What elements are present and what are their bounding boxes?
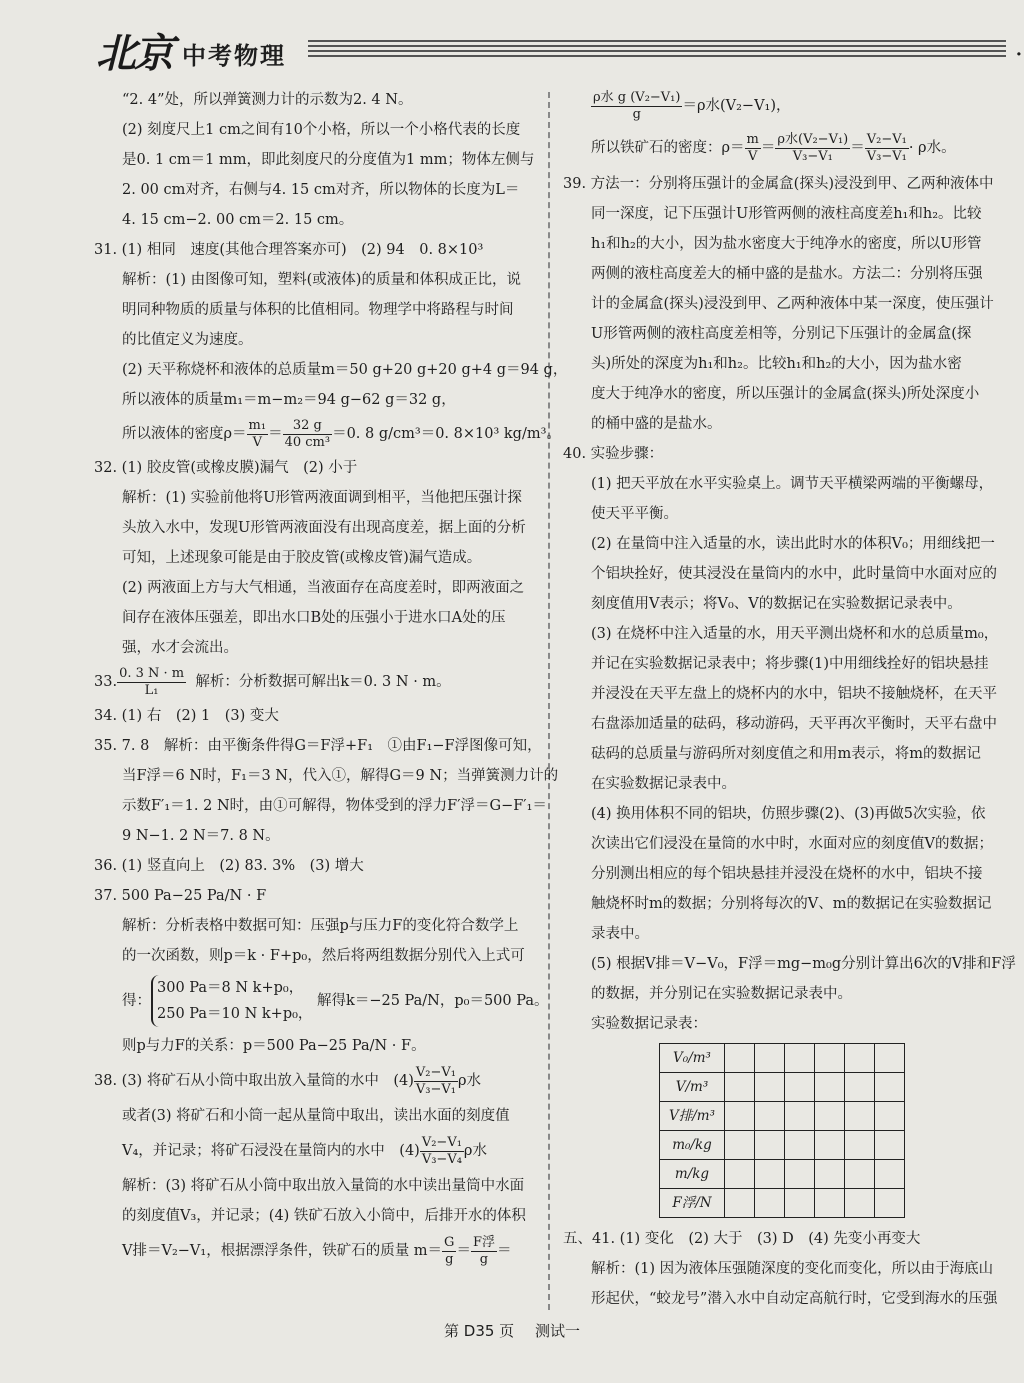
table-cell bbox=[785, 1131, 815, 1160]
analysis-line bbox=[94, 1131, 542, 1171]
table-cell bbox=[725, 1073, 755, 1102]
table-cell bbox=[725, 1044, 755, 1073]
analysis-line: (2) 天平称烧杯和液体的总质量m＝50 g+20 g+20 g+4 g＝94 g， bbox=[122, 362, 568, 378]
brace bbox=[151, 975, 312, 1027]
analysis-line: 的一次函数，则p＝k · F+p₀，然后将两组数据分别代入上式可 bbox=[122, 948, 525, 964]
text-line: “2. 4”处，所以弹簧测力计的示数为2. 4 N。 bbox=[122, 92, 413, 108]
numerator: G bbox=[444, 1234, 455, 1250]
table-cell bbox=[755, 1160, 785, 1189]
formula-line bbox=[563, 85, 1007, 127]
text-line: 个铝块拴好，使其浸没在量筒内的水中，此时量筒中水面对应的 bbox=[591, 566, 997, 582]
text-line: (2) 刻度尺上1 cm之间有10个小格，所以一个小格代表的长度 bbox=[122, 122, 521, 138]
row-header: V₀/m³ bbox=[660, 1044, 725, 1073]
text-line: 计的金属盒(探头)浸没到甲、乙两种液体中某一深度，使压强计 bbox=[591, 296, 994, 312]
text-line: (4) 换用体积不同的铝块，仿照步骤(2)、(3)再做5次实验，依 bbox=[591, 806, 986, 822]
row-header: V/m³ bbox=[660, 1073, 725, 1102]
text-line: 在实验数据记录表中。 bbox=[591, 776, 736, 792]
table-cell bbox=[755, 1189, 785, 1218]
text-line: 实验数据记录表： bbox=[591, 1016, 707, 1032]
numerator: V₂−V₁ bbox=[866, 131, 907, 147]
table-cell bbox=[725, 1160, 755, 1189]
fraction bbox=[414, 1065, 458, 1098]
fraction bbox=[591, 90, 682, 123]
answer-38 bbox=[94, 1061, 542, 1101]
table-cell bbox=[875, 1102, 905, 1131]
density-formula bbox=[94, 415, 561, 453]
denominator: V₃−V₄ bbox=[421, 1151, 462, 1167]
text-line: 的数据，并分别记在实验数据记录表中。 bbox=[591, 986, 852, 1002]
text-line: (5) 根据V排＝V−V₀，F浮＝mg−m₀g分别计算出6次的V排和F浮 bbox=[591, 956, 1016, 972]
text-line: 头)所处的深度为h₁和h₂。比较h₁和h₂的大小，因为盐水密 bbox=[591, 356, 962, 372]
equation: 250 Pa＝10 N k+p₀， bbox=[157, 1006, 313, 1022]
table-cell bbox=[785, 1044, 815, 1073]
table-cell bbox=[725, 1189, 755, 1218]
formula-text: ρ水 bbox=[463, 1143, 487, 1159]
text-line: (3) 在烧杯中注入适量的水，用天平测出烧杯和水的总质量m₀， bbox=[591, 626, 999, 642]
table-cell bbox=[815, 1131, 845, 1160]
table-cell bbox=[875, 1189, 905, 1218]
table-cell bbox=[785, 1160, 815, 1189]
analysis-line: 解析：分析表格中数据可知：压强p与压力F的变化符合数学上 bbox=[122, 918, 519, 934]
denominator: V bbox=[748, 148, 758, 164]
row-header: F浮/N bbox=[660, 1189, 725, 1218]
answer-40: 40. 实验步骤： bbox=[563, 446, 664, 462]
text-line: 2. 00 cm对齐，右侧与4. 15 cm对齐，所以物体的长度为L＝ bbox=[122, 182, 520, 198]
table-cell bbox=[845, 1131, 875, 1160]
table-cell bbox=[845, 1160, 875, 1189]
fraction bbox=[471, 1235, 497, 1268]
formula-text: 解析：分析数据可解出k＝0. 3 N · m。 bbox=[195, 674, 451, 690]
text-line: 分别测出相应的每个铝块悬挂并浸没在烧杯的水中，铝块不接 bbox=[591, 866, 983, 882]
left-column bbox=[94, 85, 568, 1271]
answer-34: 34. (1) 右 (2) 1 (3) 变大 bbox=[94, 708, 279, 724]
analysis-line: 明同种物质的质量与体积的比值相同。物理学中将路程与时间 bbox=[122, 302, 514, 318]
text-line: (1) 把天平放在水平实验桌上。调节天平横梁两端的平衡螺母， bbox=[591, 476, 994, 492]
numerator: 0. 3 N · m bbox=[119, 665, 185, 681]
analysis-line: 解析：(3) 将矿石从小筒中取出放入量筒的水中读出量筒中水面 bbox=[122, 1178, 525, 1194]
analysis-line: 头放入水中，发现U形管两液面没有出现高度差，据上面的分析 bbox=[122, 520, 526, 536]
fraction bbox=[865, 132, 909, 165]
text-line: 右盘添加适量的砝码，移动游码，天平再次平衡时，天平右盘中 bbox=[591, 716, 997, 732]
formula-text: 38. (3) 将矿石从小筒中取出放入量筒的水中 (4) bbox=[94, 1073, 414, 1089]
answer-37: 37. 500 Pa−25 Pa/N · F bbox=[94, 888, 267, 904]
analysis-line: (2) 两液面上方与大气相通，当液面存在高度差时，即两液面之 bbox=[122, 580, 525, 596]
numerator: 32 g bbox=[283, 418, 333, 435]
formula-text: ＝ bbox=[496, 1243, 512, 1259]
table-cell bbox=[785, 1189, 815, 1218]
header-rule bbox=[308, 40, 1006, 62]
numerator: m₁ bbox=[248, 417, 267, 433]
fraction bbox=[745, 132, 761, 165]
numerator: ρ水(V₂−V₁) bbox=[777, 131, 849, 147]
analysis-line: 强，水才会流出。 bbox=[122, 640, 238, 656]
text-line: 砝码的总质量与游码所对刻度值之和用m表示，将m的数据记 bbox=[591, 746, 981, 762]
answer-33 bbox=[94, 663, 542, 701]
text-line: 并记在实验数据记录表中；将步骤(1)中用细线拴好的铝块悬挂 bbox=[591, 656, 989, 672]
table-cell bbox=[815, 1102, 845, 1131]
analysis-line: 解析：(1) 由图像可知，塑料(或液体)的质量和体积成正比，说 bbox=[122, 272, 521, 288]
analysis-line: 间存在液体压强差，即出水口B处的压强小于进水口A处的压 bbox=[122, 610, 506, 626]
numerator: F浮 bbox=[472, 1234, 495, 1250]
analysis-line: 的比值定义为速度。 bbox=[122, 332, 253, 348]
numerator: V₂−V₁ bbox=[421, 1134, 462, 1150]
denominator: V bbox=[252, 434, 262, 450]
page-footer bbox=[0, 1320, 1024, 1341]
table-cell bbox=[755, 1073, 785, 1102]
row-header: m₀/kg bbox=[660, 1131, 725, 1160]
column-divider bbox=[548, 92, 550, 1310]
formula-text: ＝0. 8 g/cm³＝0. 8×10³ kg/m³。 bbox=[332, 426, 561, 442]
analysis-line: 或者(3) 将矿石和小筒一起从量筒中取出，读出水面的刻度值 bbox=[122, 1108, 510, 1124]
page-header bbox=[96, 22, 1006, 77]
denominator: g bbox=[479, 1251, 489, 1267]
denominator: V₃−V₁ bbox=[792, 148, 833, 164]
fraction bbox=[775, 132, 850, 165]
denominator: g bbox=[445, 1251, 454, 1267]
table-cell bbox=[755, 1131, 785, 1160]
text-line: (2) 在量筒中注入适量的水，读出此时水的体积V₀；用细线把一 bbox=[591, 536, 995, 552]
formula-text: ＝ bbox=[760, 140, 776, 156]
table-cell bbox=[755, 1044, 785, 1073]
table-row bbox=[660, 1160, 905, 1189]
text-line: 同一深度，记下压强计U形管两侧的液柱高度差h₁和h₂。比较 bbox=[591, 206, 982, 222]
table-cell bbox=[815, 1189, 845, 1218]
analysis-line: 9 N−1. 2 N＝7. 8 N。 bbox=[122, 828, 280, 844]
table-cell bbox=[845, 1044, 875, 1073]
formula-text: V排＝V₂−V₁，根据漂浮条件，铁矿石的质量 m＝ bbox=[122, 1243, 443, 1259]
formula-text: 解得k＝−25 Pa/N，p₀＝500 Pa。 bbox=[317, 993, 549, 1009]
fraction bbox=[247, 418, 269, 451]
text-line: 是0. 1 cm＝1 mm，即此刻度尺的分度值为1 mm；物体左侧与 bbox=[122, 152, 535, 168]
page-number: 第 D35 页 bbox=[444, 1322, 515, 1340]
denominator: g bbox=[632, 106, 641, 122]
text-line: 刻度值用V表示；将V₀、V的数据记在实验数据记录表中。 bbox=[591, 596, 962, 612]
table-cell bbox=[845, 1102, 875, 1131]
denominator: 40 cm³ bbox=[284, 434, 331, 450]
formula-text: 得： bbox=[122, 993, 151, 1009]
equation: 300 Pa＝8 N k+p₀， bbox=[157, 980, 304, 996]
answer-31: 31. (1) 相同 速度(其他合理答案亦可) (2) 94 0. 8×10³ bbox=[94, 242, 484, 258]
fraction bbox=[420, 1135, 464, 1168]
analysis-line: 的刻度值V₃，并记录；(4) 铁矿石放入小筒中，后排开水的体积 bbox=[122, 1208, 526, 1224]
fraction bbox=[283, 418, 333, 451]
text-line: 次读出它们浸没在量筒的水中时，水面对应的刻度值V的数据； bbox=[591, 836, 993, 852]
text-line: 形起伏，“蛟龙号”潜入水中自动定高航行时，它受到海水的压强 bbox=[591, 1291, 998, 1307]
answer-36: 36. (1) 竖直向上 (2) 83. 3% (3) 增大 bbox=[94, 858, 364, 874]
text-line: 的桶中盛的是盐水。 bbox=[591, 416, 722, 432]
formula-text: 所以液体的密度ρ＝ bbox=[122, 426, 247, 442]
analysis-line: 则p与力F的关系：p＝500 Pa−25 Pa/N · F。 bbox=[122, 1038, 426, 1054]
table-cell bbox=[755, 1102, 785, 1131]
text-line: 使天平平衡。 bbox=[591, 506, 678, 522]
data-record-table bbox=[659, 1043, 905, 1218]
formula-text: · ρ水。 bbox=[908, 140, 956, 156]
fraction bbox=[442, 1235, 456, 1268]
text-line: 4. 15 cm−2. 00 cm＝2. 15 cm。 bbox=[122, 212, 354, 228]
analysis-line: 当F浮＝6 N时，F₁＝3 N，代入①，解得G＝9 N；当弹簧测力计的 bbox=[122, 768, 559, 784]
text-line: U形管两侧的液柱高度差相等，分别记下压强计的金属盒(探 bbox=[591, 326, 972, 342]
text-line: 解析：(1) 因为液体压强随深度的变化而变化，所以由于海底山 bbox=[591, 1261, 994, 1277]
beijing-logo: 北京 bbox=[96, 30, 172, 77]
answer-35: 35. 7. 8 解析：由平衡条件得G＝F浮+F₁ ①由F₁−F浮图像可知， bbox=[94, 738, 542, 754]
formula-text: 33. bbox=[94, 674, 118, 690]
table-cell bbox=[845, 1073, 875, 1102]
formula-text: ＝ρ水(V₂−V₁)， bbox=[682, 98, 791, 114]
table-cell bbox=[725, 1102, 755, 1131]
answer-32: 32. (1) 胶皮管(或橡皮膜)漏气 (2) 小于 bbox=[94, 460, 358, 476]
table-cell bbox=[875, 1160, 905, 1189]
denominator: V₃−V₁ bbox=[415, 1081, 456, 1097]
text-line: 触烧杯时m的数据；分别将每次的V、m的数据记在实验数据记 bbox=[591, 896, 992, 912]
ore-density-formula bbox=[563, 127, 1007, 169]
formula-text: ＝ bbox=[456, 1243, 471, 1259]
analysis-line: 可知，上述现象可能是由于胶皮管(或橡皮管)漏气造成。 bbox=[122, 550, 482, 566]
table-cell bbox=[875, 1131, 905, 1160]
text-line: 两侧的液柱高度差大的桶中盛的是盐水。方法二：分别将压强 bbox=[591, 266, 983, 282]
formula-text: ρ水 bbox=[457, 1073, 481, 1089]
row-header: V排/m³ bbox=[660, 1102, 725, 1131]
text-line: h₁和h₂的大小，因为盐水密度大于纯净水的密度，所以U形管 bbox=[591, 236, 982, 252]
fraction bbox=[117, 666, 186, 699]
denominator: L₁ bbox=[144, 682, 159, 698]
equation-system bbox=[94, 971, 549, 1031]
text-line: 度大于纯净水的密度，所以压强计的金属盒(探头)所处深度小 bbox=[591, 386, 980, 402]
table-cell bbox=[815, 1073, 845, 1102]
analysis-line: 所以液体的质量m₁＝m−m₂＝94 g−62 g＝32 g， bbox=[122, 392, 456, 408]
text-line: 录表中。 bbox=[591, 926, 649, 942]
test-label: 测试一 bbox=[534, 1322, 580, 1340]
numerator: ρ水 g (V₂−V₁) bbox=[593, 89, 681, 105]
text-line: 并浸没在天平左盘上的烧杯内的水中，铝块不接触烧杯，在天平 bbox=[591, 686, 997, 702]
denominator: V₃−V₁ bbox=[866, 148, 907, 164]
table-cell bbox=[815, 1160, 845, 1189]
formula-text: V₄，并记录；将矿石浸没在量筒内的水中 (4) bbox=[122, 1143, 420, 1159]
table-cell bbox=[785, 1073, 815, 1102]
table-row bbox=[660, 1073, 905, 1102]
table-row bbox=[660, 1189, 905, 1218]
table-cell bbox=[815, 1044, 845, 1073]
table-cell bbox=[875, 1044, 905, 1073]
answer-39: 39. 方法一：分别将压强计的金属盒(探头)浸没到甲、乙两种液体中 bbox=[563, 176, 994, 192]
analysis-line bbox=[94, 1231, 542, 1271]
table-cell bbox=[845, 1189, 875, 1218]
table-row bbox=[660, 1044, 905, 1073]
right-column bbox=[563, 85, 1016, 1314]
formula-text: ＝ bbox=[268, 426, 283, 442]
analysis-line: 示数F′₁＝1. 2 N时，由①可解得，物体受到的浮力F′浮＝G−F′₁＝ bbox=[122, 798, 547, 814]
row-header: m/kg bbox=[660, 1160, 725, 1189]
table-cell bbox=[785, 1102, 815, 1131]
table-cell bbox=[875, 1073, 905, 1102]
numerator: V₂−V₁ bbox=[415, 1064, 456, 1080]
answer-41: 五、41. (1) 变化 (2) 大于 (3) D (4) 先变小再变大 bbox=[563, 1231, 921, 1247]
formula-text: ＝ bbox=[850, 140, 865, 156]
page-edge-mark: · bbox=[1015, 44, 1022, 65]
analysis-line: 解析：(1) 实验前他将U形管两液面调到相平，当他把压强计探 bbox=[122, 490, 522, 506]
table-cell bbox=[725, 1131, 755, 1160]
table-row bbox=[660, 1102, 905, 1131]
header-title: 中考物理 bbox=[182, 42, 286, 70]
formula-text: 所以铁矿石的密度：ρ＝ bbox=[591, 140, 745, 156]
numerator: m bbox=[746, 131, 759, 147]
table-row bbox=[660, 1131, 905, 1160]
